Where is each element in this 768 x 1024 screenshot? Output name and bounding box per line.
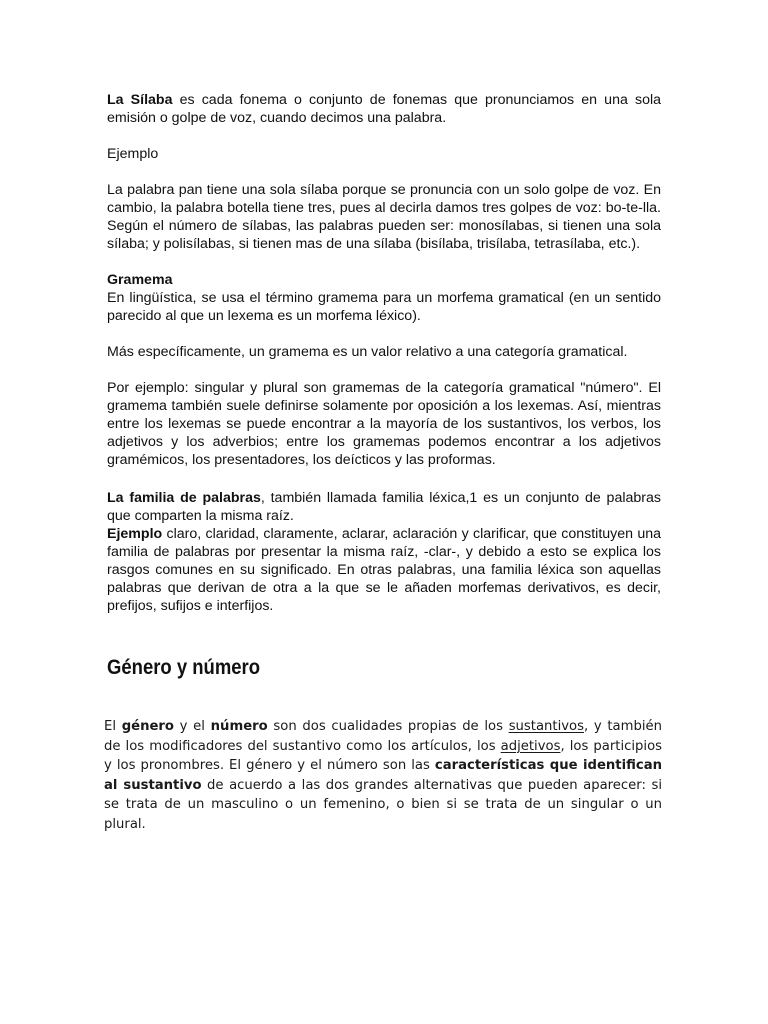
genero-heading: Género y número bbox=[107, 656, 261, 679]
genero-bold-numero: número bbox=[210, 719, 268, 734]
genero-paragraph bbox=[104, 717, 662, 834]
genero-text-2: y el bbox=[173, 719, 211, 734]
genero-text-5: , los participios y los pronombres. El género y el número son las bbox=[104, 738, 663, 773]
familia-definition: , también llamada familia léxica,1 es un conjunto de palabras que comparten la misma raíz. bbox=[107, 490, 661, 524]
gramema-paragraph-3: Por ejemplo: singular y plural son gramemas de la categoría gramatical "número". El gramema también suele definirse solamente por oposición a los lexemas. Así, mientras entre los lexemas se puede encontrar a la mayoría de los sustantivos, los verbos, los adjetivos y los adverbios; entre los gramemas podemos encontrar a los adjetivos gramémicos, los presentadores, los deícticos y las proformas. bbox=[107, 380, 661, 468]
familia-term: La familia de palabras bbox=[107, 490, 261, 506]
genero-text-4: , y también de los modificadores del sustantivo como los artículos, los bbox=[104, 719, 662, 754]
silaba-paragraph bbox=[107, 91, 661, 127]
ejemplo-paragraph: La palabra pan tiene una sola sílaba porque se pronuncia con un solo golpe de voz. En cambio, la palabra botella tiene tres, pues al decirla damos tres golpes de voz: bo-te-lla. Según el número de sílabas, las palabras pueden ser: monosílabas, si tienen una sola sílaba; y polisílabas, si tienen mas de una sílaba (bisílaba, trisílaba, tetrasílaba, etc.). bbox=[107, 182, 661, 252]
familia-ejemplo-definition: claro, claridad, claramente, aclarar, aclaración y clarificar, que constituyen una familia de palabras por presentar la misma raíz, -clar-, y debido a esto se explica los rasgos comunes en su significado. En otras palabras, una familia léxica son aquellas palabras que derivan de otra a la que se le añaden morfemas derivativos, es decir, prefijos, sufijos e interfijos. bbox=[107, 526, 661, 614]
familia-ejemplo-term: Ejemplo bbox=[107, 526, 163, 542]
familia-paragraph bbox=[107, 489, 661, 525]
adjetivos-link[interactable]: adjetivos bbox=[500, 738, 561, 754]
gramema-title: Gramema bbox=[107, 272, 173, 288]
ejemplo-label: Ejemplo bbox=[107, 146, 159, 162]
familia-ejemplo-paragraph bbox=[107, 525, 661, 615]
genero-bold-genero: género bbox=[121, 719, 174, 734]
genero-text-3: son dos cualidades propias de los bbox=[267, 719, 509, 734]
document-page bbox=[104, 91, 663, 834]
silaba-definition: es cada fonema o conjunto de fonemas que pronunciamos en una sola emisión o golpe de voz, cuando decimos una palabra. bbox=[107, 92, 661, 126]
gramema-paragraph-2: Más específicamente, un gramema es un valor relativo a una categoría gramatical. bbox=[107, 344, 628, 360]
genero-text-6: de acuerdo a las dos grandes alternativas que pueden aparecer: si se trata de un masculino o un femenino, o bien si se trata de un singular o un plural. bbox=[104, 777, 662, 832]
gramema-section bbox=[107, 271, 661, 325]
genero-text-1: El bbox=[104, 719, 122, 734]
sustantivos-link[interactable]: sustantivos bbox=[508, 719, 584, 734]
silaba-term: La Sílaba bbox=[107, 92, 173, 108]
gramema-paragraph-1: En lingüística, se usa el término gramema para un morfema gramatical (en un sentido parecido al que un lexema es un morfema léxico). bbox=[107, 290, 661, 324]
genero-bold-caracteristicas: características que identifican al sustantivo bbox=[104, 758, 662, 793]
